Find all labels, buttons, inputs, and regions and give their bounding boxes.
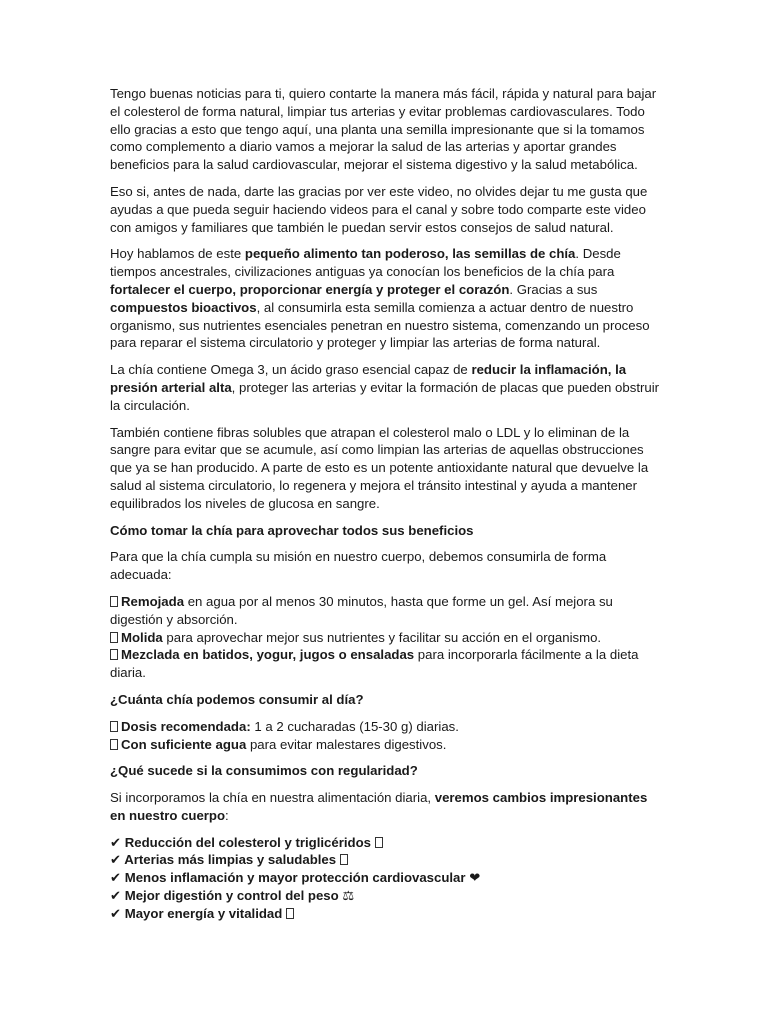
omega3-paragraph: La chía contiene Omega 3, un ácido graso esencial capaz de reducir la inflamación, la presión arterial alta, proteger las arterias y evitar la formación de placas que pueden obstruir la circulación. <box>110 362 660 413</box>
regularity-heading: ¿Qué sucede si la consumimos con regularidad? <box>110 763 418 779</box>
checklist-item: ✔ Arterias más limpias y saludables <box>110 851 660 869</box>
box-icon <box>110 739 118 750</box>
fiber-paragraph: También contiene fibras solubles que atrapan el colesterol malo o LDL y lo eliminan de la sangre para evitar que se acumule, así como limpian las arterias de aquellas obstrucciones que ya se han producido. A parte de esto es un potente antioxidante natural que devuelve la salud al sistema circulatorio, lo regenera y mejora el tránsito intestinal y ayuda a mantener equilibrados los niveles de glucosa en sangre. <box>110 424 649 511</box>
box-icon <box>110 721 118 732</box>
scales-icon: ⚖ <box>342 888 355 904</box>
box-icon <box>110 632 118 643</box>
checklist-item: ✔ Mejor digestión y control del peso ⚖ <box>110 888 355 904</box>
check-icon: ✔ <box>110 888 122 904</box>
check-icon: ✔ <box>110 905 122 921</box>
check-icon: ✔ <box>110 870 122 886</box>
preparation-list <box>110 593 660 682</box>
how-to-paragraph: Para que la chía cumpla su misión en nuestro cuerpo, debemos consumirla de forma adecuada: <box>110 549 607 583</box>
how-to-heading: Cómo tomar la chía para aprovechar todos sus beneficios <box>110 522 474 538</box>
box-icon <box>340 854 348 865</box>
heart-icon: ❤ <box>469 870 481 886</box>
benefits-checklist <box>110 834 660 923</box>
dosage-list <box>110 718 660 754</box>
list-item: Dosis recomendada: 1 a 2 cucharadas (15-30 g) diarias. <box>110 718 660 736</box>
list-item: Remojada en agua por al menos 30 minutos, hasta que forme un gel. Así mejora su digestión y absorción. <box>110 593 613 627</box>
box-icon <box>110 649 118 660</box>
checklist-item: ✔ Menos inflamación y mayor protección cardiovascular ❤ <box>110 870 481 886</box>
box-icon <box>375 837 383 848</box>
list-item: Con suficiente agua para evitar malestares digestivos. <box>110 736 660 754</box>
dosage-heading: ¿Cuánta chía podemos consumir al día? <box>110 691 364 707</box>
check-icon: ✔ <box>110 834 122 850</box>
list-item: Molida para aprovechar mejor sus nutrientes y facilitar su acción en el organismo. <box>110 629 660 647</box>
list-item: Mezclada en batidos, yogur, jugos o ensaladas para incorporarla fácilmente a la dieta diaria. <box>110 647 639 681</box>
box-icon <box>110 596 118 607</box>
document-body <box>110 85 660 932</box>
chia-intro-paragraph: Hoy hablamos de este pequeño alimento tan poderoso, las semillas de chía. Desde tiempos ancestrales, civilizaciones antiguas ya conocían los beneficios de la chía para fortalecer el cuerpo, proporcionar energía y proteger el corazón. Gracias a sus compuestos bioactivos, al consumirla esta semilla comienza a actuar dentro de nuestro organismo, sus nutrientes esenciales penetran en nuestro sistema, comenzando un proceso para reparar el sistema circulatorio y proteger y limpiar las arterias de forma natural. <box>110 246 650 351</box>
intro-paragraph: Tengo buenas noticias para ti, quiero contarte la manera más fácil, rápida y natural para bajar el colesterol de forma natural, limpiar tus arterias y evitar problemas cardiovasculares. Todo ello gracias a esto que tengo aquí, una planta una semilla impresionante que si la tomamos como complemento a diario vamos a mejorar la salud de las arterias y aportar grandes beneficios para la salud cardiovascular, mejorar el sistema digestivo y la salud metabólica. <box>110 86 657 173</box>
check-icon: ✔ <box>110 852 122 868</box>
checklist-item: ✔ Mayor energía y vitalidad <box>110 905 660 923</box>
checklist-item: ✔ Reducción del colesterol y triglicéridos <box>110 834 660 852</box>
box-icon <box>286 908 294 919</box>
thanks-paragraph: Eso si, antes de nada, darte las gracias por ver este video, no olvides dejar tu me gusta que ayudas a que pueda seguir haciendo videos para el canal y sobre todo comparte este video con amigos y familiares que también le puedan servir estos consejos de salud natural. <box>110 183 648 235</box>
regularity-paragraph: Si incorporamos la chía en nuestra alimentación diaria, veremos cambios impresionantes en nuestro cuerpo: <box>110 790 648 823</box>
